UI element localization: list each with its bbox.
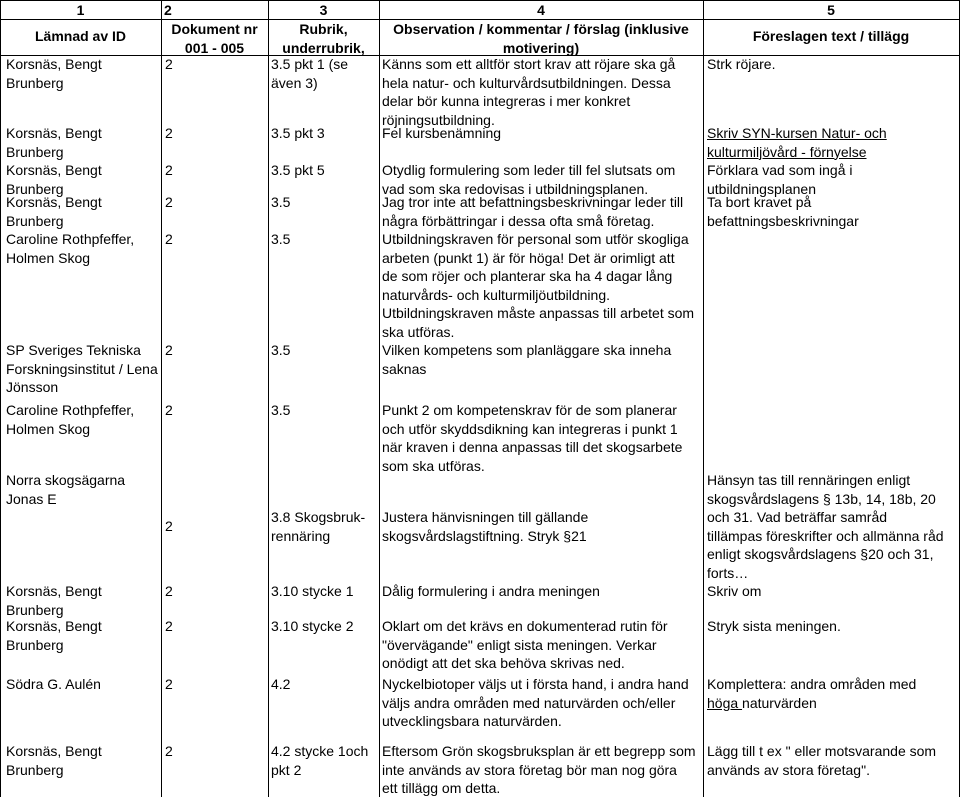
proposal-text: naturvärden [742,694,817,711]
row-proposal: Skriv SYN-kursen Natur- och kulturmiljövård - förnyelse [707,125,887,160]
column-divider [703,0,704,797]
row-proposal: Lägg till t ex " eller motsvarande som används av stora företag". [707,743,937,778]
row-doc-number: 2 [165,402,173,418]
row-proposal: Ta bort kravet på befattningsbeskrivningar [707,194,859,229]
column-divider [0,0,1,797]
row-rubrik: 4.2 stycke 1och pkt 2 [271,743,369,778]
row-author: Korsnäs, Bengt Brunberg [6,194,102,229]
row-author: Norra skogsägarna Jonas E [6,472,126,507]
row-doc-number: 2 [165,518,173,534]
row-proposal: Skriv om [707,583,762,599]
row-author: Korsnäs, Bengt Brunberg [6,743,102,778]
row-author: Korsnäs, Bengt Brunberg [6,583,102,618]
row-proposal: Förklara vad som ingå i utbildningsplanen [707,162,853,197]
row-observation: Fel kursbenämning [382,125,502,141]
row-author: Korsnäs, Bengt Brunberg [6,125,102,160]
row-rubrik: 3.10 stycke 2 [271,618,354,634]
column-number: 4 [537,2,545,18]
row-doc-number: 2 [165,231,173,247]
row-doc-number: 2 [165,583,173,599]
row-author: SP Sveriges Tekniska Forskningsinstitut / Lena Jönsson [6,342,158,395]
row-observation: Oklart om det krävs en dokumenterad rutin för "övervägande" enligt sista meningen. Verkar onödigt att det ska behöva skrivas ned. [382,618,668,671]
row-observation: Utbildningskraven för personal som utför skogliga arbeten (punkt 1) är för höga! Det är orimligt att de som röjer och planterar ska ha 4 dagar lång naturvårds- och kulturmiljöutbildning. Utbildningskraven måste anpassas till arbetet som ska utföras. [382,231,695,340]
column-divider [161,0,162,797]
row-author: Korsnäs, Bengt Brunberg [6,56,102,91]
row-observation: Justera hänvisningen till gällande skogsvårdslagstiftning. Stryk §21 [382,509,589,544]
row-author: Korsnäs, Bengt Brunberg [6,162,102,197]
column-divider [268,0,269,797]
row-rubrik: 3.5 [271,342,291,358]
row-doc-number: 2 [165,194,173,210]
row-observation: Vilken kompetens som planläggare ska inneha saknas [382,342,672,377]
column-number: 5 [827,2,835,18]
row-observation: Jag tror inte att befattningsbeskrivningar leder till några förbättringar i dessa ofta små företag. [382,194,684,229]
row-proposal: Hänsyn tas till rennäringen enligt skogsvårdslagens § 13b, 14, 18b, 20 och 31. Vad beträffar samråd tillämpas föreskrifter och allmänna råd enligt skogsvårdslagens §20 och 31, forts… [707,472,944,581]
row-observation: Nyckelbiotoper väljs ut i första hand, i andra hand väljs andra områden med naturvärden och/eller utvecklingsbara naturvärden. [382,676,689,729]
column-number: 1 [76,2,85,18]
row-observation: Känns som ett alltför stort krav att röjare ska gå hela natur- och kulturvårdsutbildningen. Dessa delar bör kunna integreras i mer konkret röjningsutbildning. [382,56,676,128]
proposal-text: Komplettera: andra områden med [707,676,917,692]
row-doc-number: 2 [165,743,173,759]
column-number: 2 [164,2,172,18]
row-proposal [707,675,916,712]
row-doc-number: 2 [165,162,173,178]
row-rubrik: 3.5 pkt 1 (se även 3) [271,56,349,91]
row-doc-number: 2 [165,618,173,634]
header-lamnad-av: Lämnad av ID [34,28,127,44]
row-rubrik: 3.5 pkt 5 [271,162,325,178]
row-doc-number: 2 [165,676,173,692]
row-observation: Dålig formulering i andra meningen [382,583,600,599]
row-doc-number: 2 [165,125,173,141]
row-observation: Eftersom Grön skogsbruksplan är ett begrepp som inte används av stora företag bör man nog göra ett tillägg om detta. [382,743,696,796]
column-divider [379,0,380,797]
header-observation: Observation / kommentar / förslag (inklusive motivering) [393,21,689,56]
row-observation: Punkt 2 om kompetenskrav för de som planerar och utför skyddsdikning kan integreras i punkt 1 när kraven i denna anpassas till det skogsarbete som ska utföras. [382,402,683,474]
row-author: Korsnäs, Bengt Brunberg [6,618,102,653]
row-doc-number: 2 [165,342,173,358]
row-rubrik: 4.2 [271,676,291,692]
row-author: Caroline Rothpfeffer, Holmen Skog [6,402,135,437]
column-number: 3 [319,2,328,18]
row-rubrik: 3.5 [271,402,291,418]
header-dokument-nr: Dokument nr 001 - 005 [171,21,258,56]
proposal-underlined-text: höga [707,694,743,711]
row-rubrik: 3.5 [271,231,291,247]
row-observation: Otydlig formulering som leder till fel slutsats om vad som ska redovisas i utbildningsplanen. [382,162,676,197]
header-rubrik: Rubrik, underrubrik, [282,21,365,56]
header-foreslagen: Föreslagen text / tillägg [752,28,910,44]
row-rubrik: 3.5 pkt 3 [271,125,325,141]
row-doc-number: 2 [165,56,173,72]
row-author: Caroline Rothpfeffer, Holmen Skog [6,231,135,266]
row-author: Södra G. Aulén [6,676,101,692]
row-rubrik: 3.5 [271,194,291,210]
row-rubrik: 3.10 stycke 1 [271,583,354,599]
row-proposal: Stryk sista meningen. [707,618,841,634]
row-rubrik: 3.8 Skogsbruk- rennäring [271,509,366,544]
row-proposal: Strk röjare. [707,56,776,72]
